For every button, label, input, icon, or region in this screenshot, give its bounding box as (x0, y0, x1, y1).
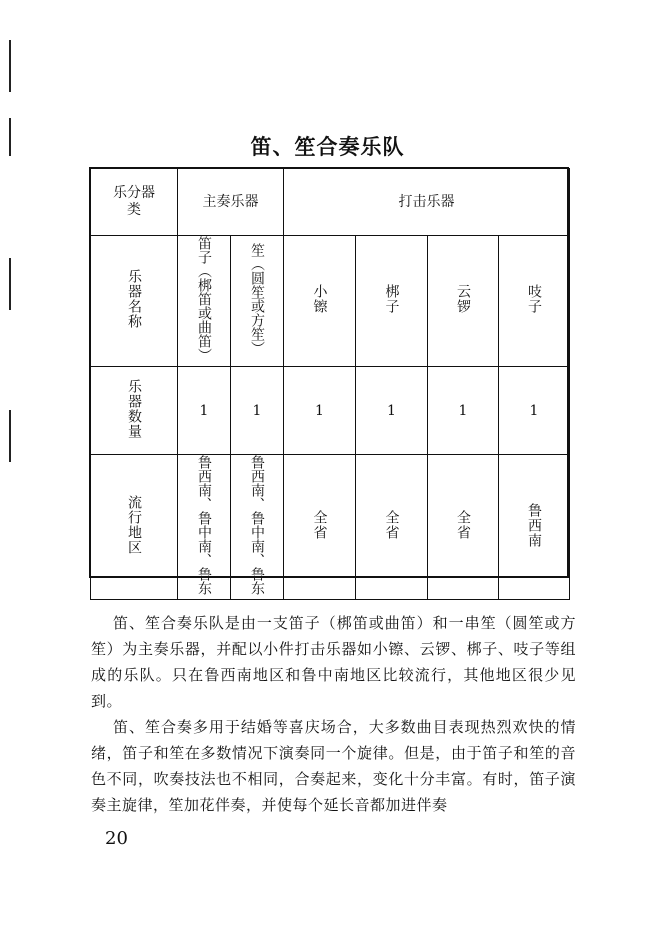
ensemble-table (90, 168, 570, 600)
region-cell (499, 455, 570, 600)
corner-header (91, 169, 178, 236)
count-cell: 1 (428, 367, 499, 455)
name-cell (231, 236, 284, 367)
name-cell (499, 236, 570, 367)
count-cell: 1 (356, 367, 428, 455)
group-main-header: 主奏乐器 (178, 169, 284, 236)
page-number: 20 (105, 828, 128, 849)
region-cell (231, 455, 284, 600)
region-value: 全省 (311, 510, 328, 541)
body-paragraph: 笛、笙合奏乐队是由一支笛子（梆笛或曲笛）和一串笙（圆笙或方笙）为主奏乐器，并配以小件打击乐器如小镲、云锣、梆子、吱子等组成的乐队。只在鲁西南地区和鲁中南地区比较流行，其他地区很少见到。 (91, 614, 576, 710)
name-cell (356, 236, 428, 367)
table-title: 笛、笙合奏乐队 (250, 135, 405, 159)
margin-mark (9, 258, 11, 310)
instrument-name: 吱子 (526, 284, 543, 314)
region-cell (178, 455, 231, 600)
instrument-name: 笙（圆笙或方笙） (249, 243, 266, 355)
name-cell (428, 236, 499, 367)
region-cell (428, 455, 499, 600)
region-value: 鲁西南、鲁中南、鲁东 (249, 455, 266, 596)
margin-mark (9, 410, 11, 462)
count-cell: 1 (231, 367, 284, 455)
instrument-name: 梆子 (383, 284, 400, 314)
row-label-count (91, 367, 178, 455)
margin-mark (9, 40, 11, 92)
instrument-name: 云锣 (455, 284, 472, 314)
name-cell (284, 236, 356, 367)
instrument-name: 小镲 (311, 284, 328, 314)
row-label-region (91, 455, 178, 600)
region-cell (284, 455, 356, 600)
region-cell (356, 455, 428, 600)
row-count-label: 乐器数量 (126, 378, 143, 439)
row-names-label: 乐器名称 (126, 269, 143, 329)
instrument-name: 笛子（梆笛或曲笛） (196, 236, 213, 362)
region-value: 全省 (455, 510, 472, 541)
corner-label: 乐分器类 (113, 185, 155, 218)
count-cell: 1 (178, 367, 231, 455)
row-region-label: 流行地区 (126, 495, 143, 556)
count-cell: 1 (499, 367, 570, 455)
name-cell (178, 236, 231, 367)
region-value: 全省 (383, 510, 400, 541)
region-value: 鲁西南 (526, 502, 543, 548)
row-label-names (91, 236, 178, 367)
region-value: 鲁西南、鲁中南、鲁东 (196, 455, 213, 596)
body-paragraph: 笛、笙合奏多用于结婚等喜庆场合，大多数曲目表现热烈欢快的情绪，笛子和笙在多数情况下演奏同一个旋律。但是，由于笛子和笙的音色不同，吹奏技法也不相同，合奏起来，变化十分丰富。有时，笛子演奏主旋律，笙加花伴奏，并使每个延长音都加进伴奏 (91, 718, 576, 814)
count-cell: 1 (284, 367, 356, 455)
group-percussion-header: 打击乐器 (284, 169, 570, 236)
